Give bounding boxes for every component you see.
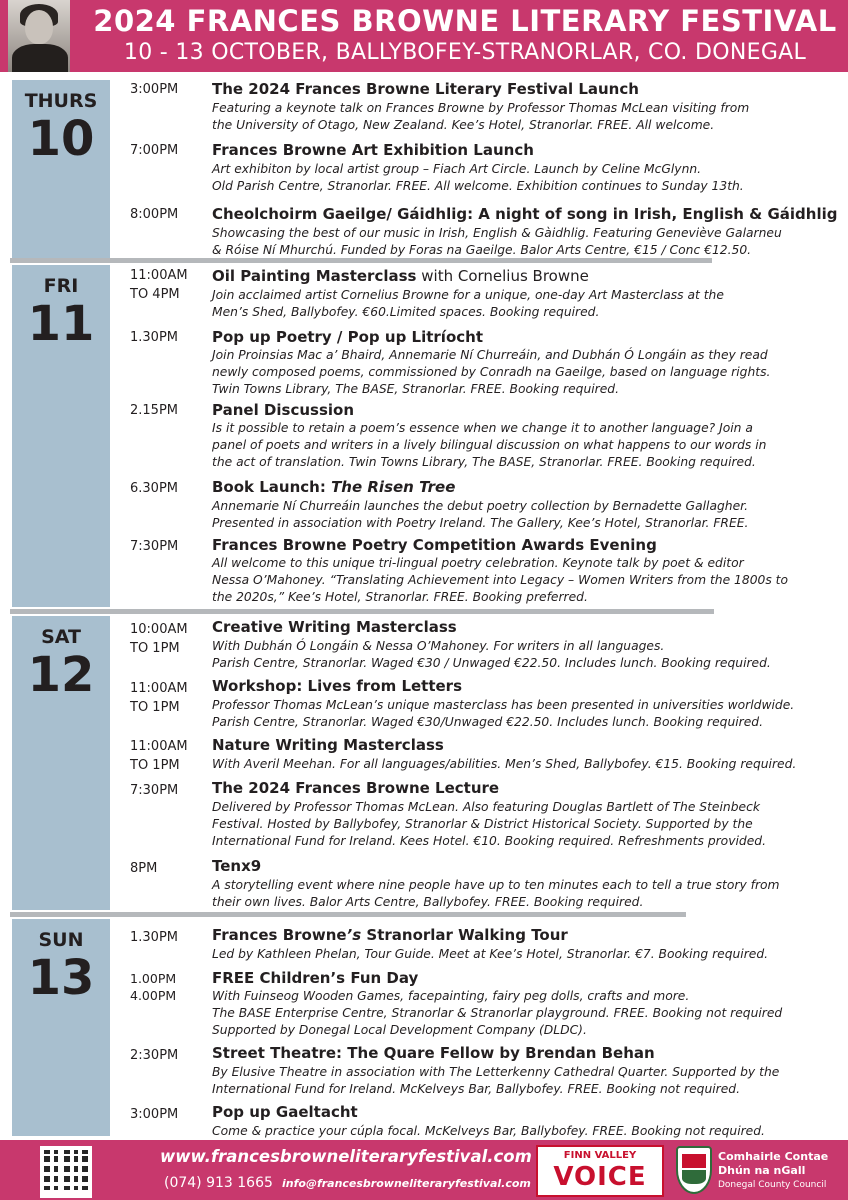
event-title: Nature Writing Masterclass xyxy=(212,736,444,754)
day-block-sun xyxy=(12,919,110,1136)
day-number: 12 xyxy=(27,647,95,703)
day-number: 13 xyxy=(27,950,95,1006)
event-title: Book Launch: The Risen Tree xyxy=(212,478,456,496)
event-description: A storytelling event where nine people have up to ten minutes each to tell a true story from their own lives. Balor Arts Centre, Ballybofey. FREE. Booking required. xyxy=(212,878,780,909)
event-title: Cheolchoirm Gaeilge/ Gáidhlig: A night of song in Irish, English & Gáidhlig xyxy=(212,205,838,223)
event-item xyxy=(212,204,840,259)
donegal-council-logo: Comhairle Contae Dhún na nGall Donegal County Council xyxy=(676,1144,844,1198)
qr-code-icon[interactable] xyxy=(40,1146,92,1198)
event-title: Frances Browne Poetry Competition Awards Evening xyxy=(212,536,657,554)
event-description: With Averil Meehan. For all languages/abilities. Men’s Shed, Ballybofey. €15. Booking required. xyxy=(212,757,797,771)
page-title: 2024 FRANCES BROWNE LITERARY FESTIVAL xyxy=(93,4,837,38)
event-time: 1.00PM 4.00PM xyxy=(130,971,177,1003)
footer-banner xyxy=(0,1140,848,1200)
website-link[interactable]: www.francesbrowneliteraryfestival.com xyxy=(160,1147,532,1166)
day-name: SAT xyxy=(41,626,81,648)
event-title: FREE Children’s Fun Day xyxy=(212,969,419,987)
event-item xyxy=(212,1102,840,1140)
event-time: 2:30PM xyxy=(130,1048,179,1063)
event-time: 11:00AM TO 1PM xyxy=(130,681,188,715)
event-description: With Dubhán Ó Longáin & Nessa O’Mahoney. For writers in all languages. Parish Centre, Stranorlar. Waged €30 / Unwaged €22.50. Includes lunch. Booking required. xyxy=(212,639,771,670)
event-time: 11:00AM TO 4PM xyxy=(130,268,188,302)
event-title: Frances Browne’s Stranorlar Walking Tour xyxy=(212,926,568,944)
event-item xyxy=(212,1043,840,1098)
finn-valley-voice-logo: FINN VALLEY VOICE xyxy=(536,1145,664,1197)
event-title: Pop up Poetry / Pop up Litríocht xyxy=(212,328,483,346)
day-block-sat xyxy=(12,616,110,910)
event-time: 7:30PM xyxy=(130,783,179,798)
event-item xyxy=(212,140,840,195)
event-time: 7:00PM xyxy=(130,143,179,158)
event-item xyxy=(212,856,840,911)
event-title: Tenx9 xyxy=(212,857,262,875)
event-item xyxy=(212,400,840,471)
event-title: Frances Browne Art Exhibition Launch xyxy=(212,141,534,159)
event-item xyxy=(212,535,840,606)
day-name: FRI xyxy=(43,275,79,297)
page-subtitle: 10 - 13 OCTOBER, BALLYBOFEY-STRANORLAR, CO. DONEGAL xyxy=(123,40,807,65)
event-title: The 2024 Frances Browne Lecture xyxy=(212,779,500,797)
event-description: Join Proinsias Mac a’ Bhaird, Annemarie Ní Churreáin, and Dubhán Ó Longáin as they read newly composed poems, commissioned by Conradh na Gaeilge, based on language rights. Twin Towns Library, The BASE, Stranorlar. FREE. Booking required. xyxy=(212,348,771,396)
event-time: 1.30PM xyxy=(130,330,179,345)
event-title: Panel Discussion xyxy=(212,401,355,419)
phone-number: (074) 913 1665 xyxy=(164,1175,273,1191)
day-name: THURS xyxy=(24,90,98,112)
event-description: By Elusive Theatre in association with The Letterkenny Cathedral Quarter. Supported by the International Fund for Ireland. McKelveys Bar, Ballybofey. FREE. Booking not required. xyxy=(212,1065,780,1096)
divider xyxy=(10,912,686,917)
event-title: Pop up Gaeltacht xyxy=(212,1103,358,1121)
day-block-fri xyxy=(12,265,110,607)
event-time: 8PM xyxy=(130,861,158,876)
event-title: Creative Writing Masterclass xyxy=(212,618,457,636)
event-item xyxy=(212,79,840,134)
event-time: 1.30PM xyxy=(130,930,179,945)
event-item xyxy=(212,477,840,532)
event-description: Professor Thomas McLean’s unique masterclass has been presented in universities worldwide. Parish Centre, Stranorlar. Waged €30/Unwaged €22.50. Includes lunch. Booking required. xyxy=(212,698,795,729)
event-time: 2.15PM xyxy=(130,403,179,418)
event-description: Annemarie Ní Churreáin launches the debut poetry collection by Bernadette Gallagher. Presented in association with Poetry Ireland. The Gallery, Kee’s Hotel, Stranorlar. FREE. xyxy=(212,499,749,530)
event-description: Delivered by Professor Thomas McLean. Also featuring Douglas Bartlett of The Steinbeck Festival. Hosted by Ballybofey, Stranorlar & District Historical Society. Supported by the International Fund for Ireland. Kees Hotel. €10. Booking required. Refreshments provided. xyxy=(212,800,766,848)
event-description: Come & practice your cúpla focal. McKelveys Bar, Ballybofey. FREE. Booking not required. xyxy=(212,1124,765,1138)
event-title: The 2024 Frances Browne Literary Festival Launch xyxy=(212,80,639,98)
event-title: Oil Painting Masterclass with Cornelius Browne xyxy=(212,267,589,285)
event-time: 6.30PM xyxy=(130,481,179,496)
event-description: Art exhibiton by local artist group – Fiach Art Circle. Launch by Celine McGlynn. Old Parish Centre, Stranorlar. FREE. All welcome. Exhibition continues to Sunday 13th. xyxy=(212,162,744,193)
event-time: 10:00AM TO 1PM xyxy=(130,622,188,656)
divider xyxy=(10,609,714,614)
header-banner xyxy=(0,0,848,72)
event-item xyxy=(212,925,840,963)
event-description: Is it possible to retain a poem’s essence when we change it to another language? Join a panel of poets and writers in a lively bilingual discussion on what happens to our words in the act of translation. Twin Towns Library, The BASE, Stranorlar. FREE. Booking required. xyxy=(212,421,767,469)
event-description: Join acclaimed artist Cornelius Browne for a unique, one-day Art Masterclass at the Men’s Shed, Ballybofey. €60.Limited spaces. Booking required. xyxy=(212,288,724,319)
day-name: SUN xyxy=(38,929,84,951)
event-item xyxy=(212,735,840,773)
event-time: 3:00PM xyxy=(130,82,179,97)
event-item xyxy=(212,676,840,731)
day-number: 10 xyxy=(27,111,95,167)
day-block-thurs xyxy=(12,80,110,258)
event-time: 3:00PM xyxy=(130,1107,179,1122)
event-description: With Fuinseog Wooden Games, facepainting, fairy peg dolls, crafts and more. The BASE Enterprise Centre, Stranorlar & Stranorlar playground. FREE. Booking not required Supported by Donegal Local Development Company (DLDC). xyxy=(212,989,783,1037)
event-item xyxy=(212,266,840,321)
event-item xyxy=(212,968,840,1039)
event-title: Workshop: Lives from Letters xyxy=(212,677,463,695)
portrait-image xyxy=(8,0,70,72)
event-time: 8:00PM xyxy=(130,207,179,222)
event-description: All welcome to this unique tri-lingual poetry celebration. Keynote talk by poet & editor Nessa O’Mahoney. “Translating Achievement into Legacy – Women Writers from the 1800s to the 2020s,” Kee’s Hotel, Stranorlar. FREE. Booking preferred. xyxy=(212,556,789,604)
event-title: Street Theatre: The Quare Fellow by Brendan Behan xyxy=(212,1044,655,1062)
event-item xyxy=(212,778,840,850)
event-description: Showcasing the best of our music in Irish, English & Gàidhlig. Featuring Geneviève Galarneu & Róise Ní Mhurchú. Funded by Foras na Gaeilge. Balor Arts Centre, €15 / Conc €12.50. xyxy=(212,226,782,257)
council-crest-icon xyxy=(676,1146,712,1194)
day-number: 11 xyxy=(27,296,95,352)
event-item xyxy=(212,327,840,398)
event-item xyxy=(212,617,840,672)
event-description: Featuring a keynote talk on Frances Browne by Professor Thomas McLean visiting from the University of Otago, New Zealand. Kee’s Hotel, Stranorlar. FREE. All welcome. xyxy=(212,101,750,132)
email-link[interactable]: info@francesbrowneliteraryfestival.com xyxy=(282,1177,531,1190)
event-time: 7:30PM xyxy=(130,539,179,554)
event-time: 11:00AM TO 1PM xyxy=(130,739,188,773)
event-description: Led by Kathleen Phelan, Tour Guide. Meet at Kee’s Hotel, Stranorlar. €7. Booking required. xyxy=(212,947,769,961)
